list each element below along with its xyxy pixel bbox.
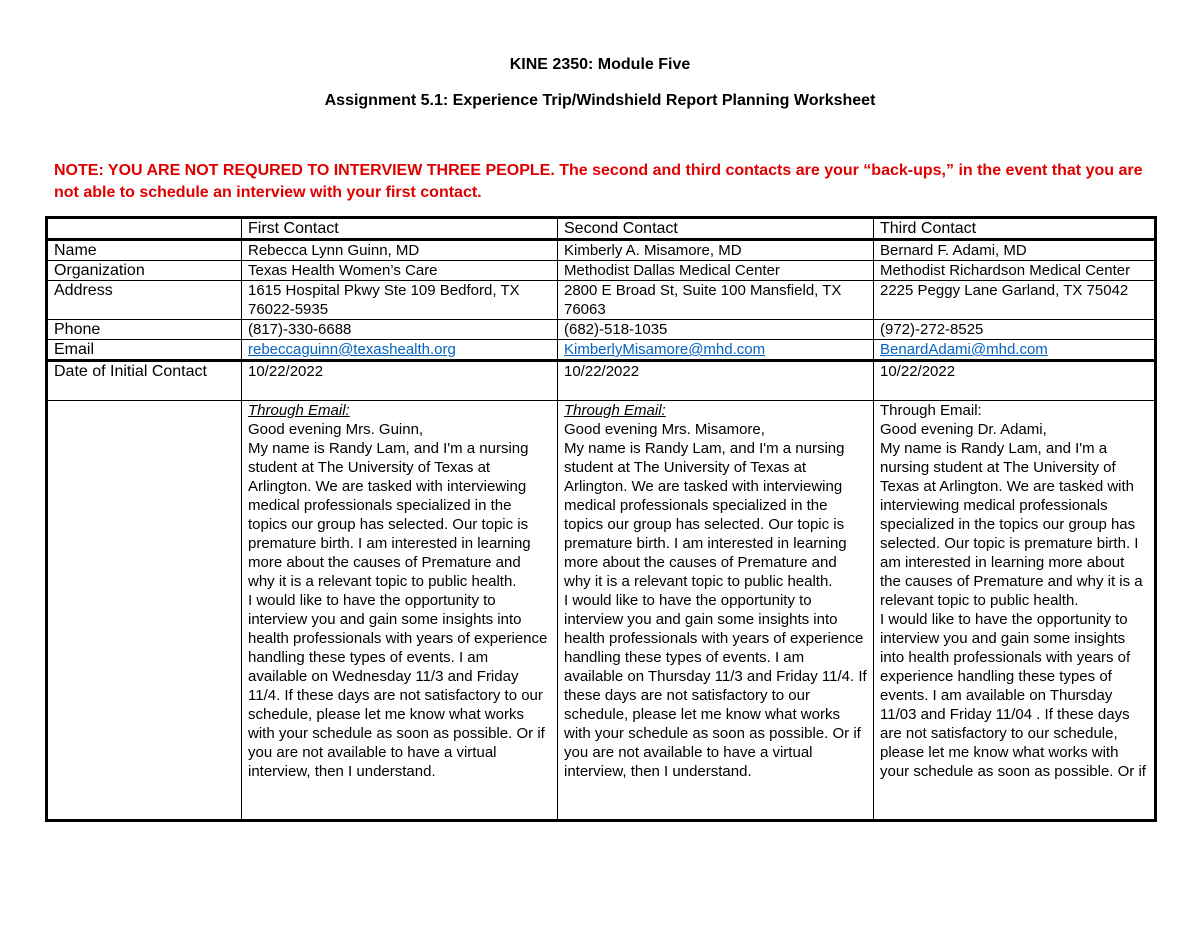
address-row	[47, 281, 1156, 320]
header-second-contact: Second Contact	[558, 218, 874, 240]
second-contact-date: 10/22/2022	[558, 361, 874, 401]
third-contact-email-link[interactable]: BenardAdami@mhd.com	[880, 341, 1048, 358]
third-contact-name: Bernard F. Adami, MD	[874, 240, 1156, 261]
third-contact-date: 10/22/2022	[874, 361, 1156, 401]
page-subtitle: Assignment 5.1: Experience Trip/Windshield Report Planning Worksheet	[324, 92, 876, 109]
third-contact-greeting: Good evening Dr. Adami,	[880, 421, 1047, 438]
second-contact-message	[558, 401, 874, 821]
second-contact-name: Kimberly A. Misamore, MD	[558, 240, 874, 261]
organization-label: Organization	[47, 261, 242, 281]
third-contact-email-cell	[874, 340, 1156, 361]
second-contact-method: Through Email:	[564, 402, 666, 419]
phone-row	[47, 320, 1156, 340]
second-contact-address: 2800 E Broad St, Suite 100 Mansfield, TX 76063	[558, 281, 874, 320]
address-label: Address	[47, 281, 242, 320]
first-contact-organization: Texas Health Women’s Care	[242, 261, 558, 281]
message-row	[47, 401, 1156, 821]
first-contact-message	[242, 401, 558, 821]
third-contact-method: Through Email:	[880, 402, 982, 419]
second-contact-para2: I would like to have the opportunity to interview you and gain some insights into health professionals with years of experience handling these types of events. I am available on Thursday 11/3 and Friday 11/4. If these days are not satisfactory to our schedule, please let me know what works with your schedule as soon as possible. Or if you are not available to have a virtual interview, then I understand.	[564, 592, 867, 780]
first-contact-para2: I would like to have the opportunity to interview you and gain some insights into health professionals with years of experience handling these types of events. I am available on Wednesday 11/3 and Friday 11/4. If these days are not satisfactory to our schedule, please let me know what works with your schedule as soon as possible. Or if you are not available to have a virtual interview, then I understand.	[248, 592, 548, 780]
first-contact-email-link[interactable]: rebeccaguinn@texashealth.org	[248, 341, 456, 358]
third-contact-address: 2225 Peggy Lane Garland, TX 75042	[874, 281, 1156, 320]
organization-row	[47, 261, 1156, 281]
first-contact-name: Rebecca Lynn Guinn, MD	[242, 240, 558, 261]
worksheet-table	[45, 216, 1157, 822]
third-contact-message	[874, 401, 1156, 821]
header-empty-cell	[47, 218, 242, 240]
phone-label: Phone	[47, 320, 242, 340]
second-contact-email-cell	[558, 340, 874, 361]
first-contact-method: Through Email:	[248, 402, 350, 419]
note-text: NOTE: YOU ARE NOT REQURED TO INTERVIEW THREE PEOPLE. The second and third contacts are your “back-ups,” in the event that you are not able to schedule an interview with your first contact.	[54, 162, 1143, 201]
first-contact-date: 10/22/2022	[242, 361, 558, 401]
page-title: KINE 2350: Module Five	[509, 56, 691, 73]
header-row	[47, 218, 1156, 240]
first-contact-phone: (817)-330-6688	[242, 320, 558, 340]
third-contact-para2: I would like to have the opportunity to interview you and gain some insights into health professionals with years of experience handling these types of events. I am available on Thursday 11/03 and Friday 11/04 . If these days are not satisfactory to our schedule, please let me know what works with your schedule as soon as possible. Or if	[880, 611, 1146, 780]
first-contact-para1: My name is Randy Lam, and I'm a nursing student at The University of Texas at Arlington. We are tasked with interviewing medical professionals specialized in the topics our group has selected. Our topic is premature birth. I am interested in learning more about the causes of Premature and why it is a relevant topic to public health.	[248, 440, 531, 590]
first-contact-greeting: Good evening Mrs. Guinn,	[248, 421, 424, 438]
third-contact-organization: Methodist Richardson Medical Center	[874, 261, 1156, 281]
email-row	[47, 340, 1156, 361]
header-first-contact: First Contact	[242, 218, 558, 240]
email-label: Email	[47, 340, 242, 361]
third-contact-para1: My name is Randy Lam, and I'm a nursing student at The University of Texas at Arlington. We are tasked with interviewing medical professionals specialized in the topics our group has selected. Our topic is premature birth. I am interested in learning more about the causes of Premature and why it is a relevant topic to public health.	[880, 440, 1143, 609]
message-label-cell	[47, 401, 242, 821]
date-label: Date of Initial Contact	[47, 361, 242, 401]
second-contact-greeting: Good evening Mrs. Misamore,	[564, 421, 765, 438]
second-contact-email-link[interactable]: KimberlyMisamore@mhd.com	[564, 341, 766, 358]
second-contact-organization: Methodist Dallas Medical Center	[558, 261, 874, 281]
first-contact-address: 1615 Hospital Pkwy Ste 109 Bedford, TX 76022-5935	[242, 281, 558, 320]
second-contact-para1: My name is Randy Lam, and I'm a nursing student at The University of Texas at Arlington. We are tasked with interviewing medical professionals specialized in the topics our group has selected. Our topic is premature birth. I am interested in learning more about the causes of Premature and why it is a relevant topic to public health.	[564, 440, 847, 590]
third-contact-phone: (972)-272-8525	[874, 320, 1156, 340]
date-row	[47, 361, 1156, 401]
header-third-contact: Third Contact	[874, 218, 1156, 240]
name-row	[47, 240, 1156, 261]
name-label: Name	[47, 240, 242, 261]
second-contact-phone: (682)-518-1035	[558, 320, 874, 340]
first-contact-email-cell	[242, 340, 558, 361]
